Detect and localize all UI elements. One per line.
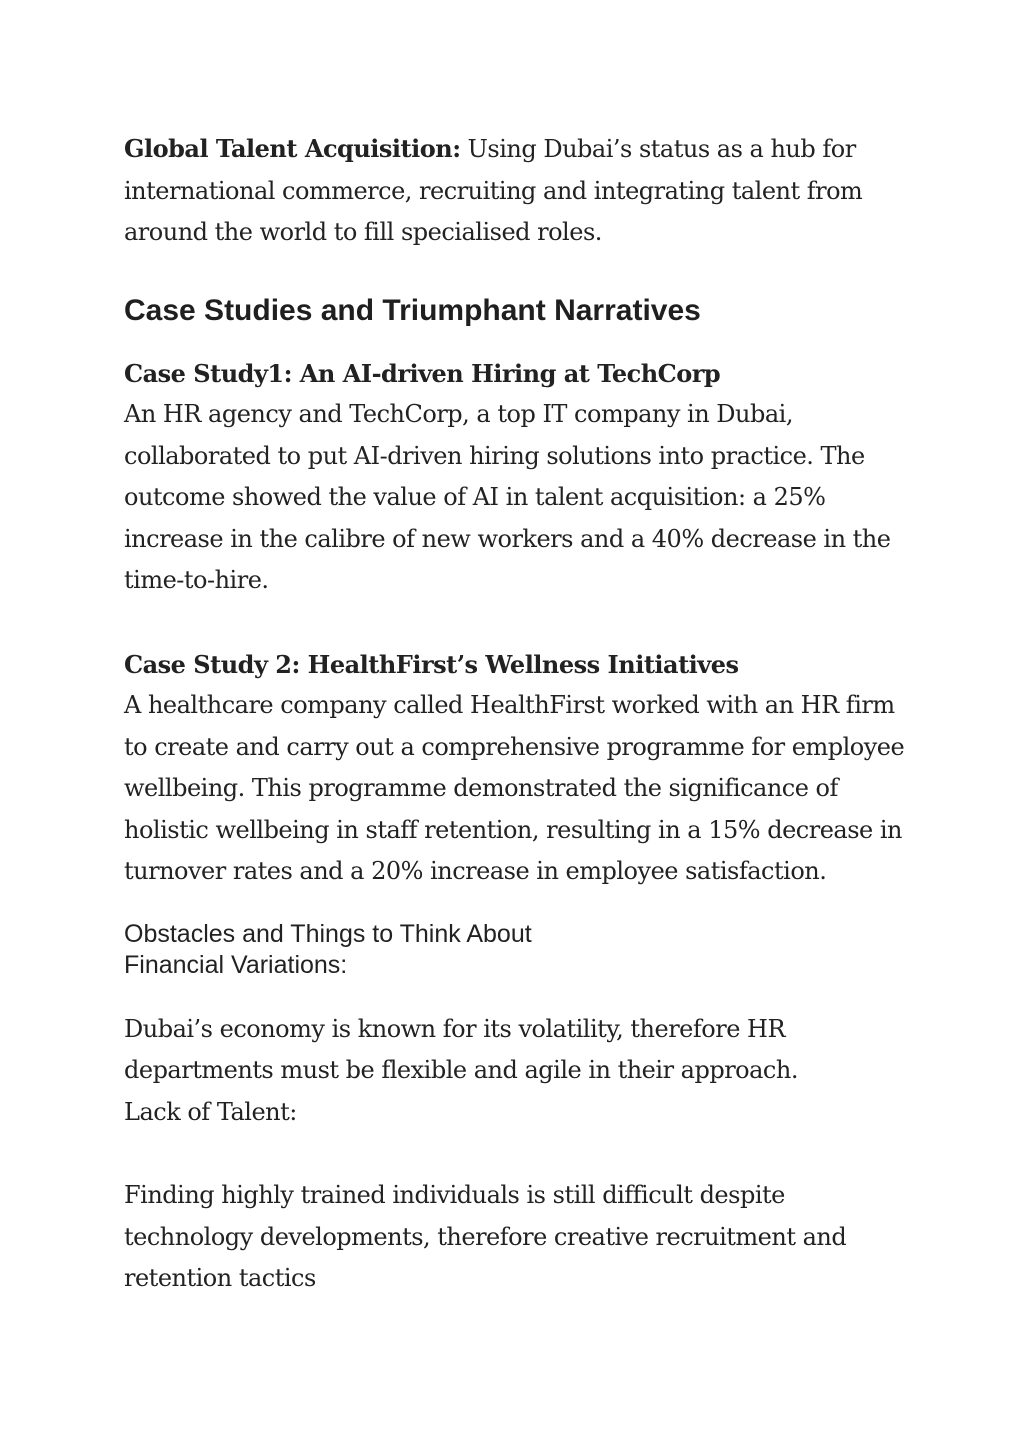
intro-text: Using Dubai’s status as a hub for international commerce, recruiting and integrating talent from around the world to fill specialised roles. (124, 135, 863, 246)
obstacles-heading: Obstacles and Things to Think About (124, 919, 532, 948)
obstacles-block (124, 919, 914, 981)
financial-variations-heading: Financial Variations: (124, 950, 348, 979)
financial-variations-text: Dubai’s economy is known for its volatility, therefore HR departments must be flexible and agile in their approach. (124, 1014, 798, 1084)
case-study-1-title: Case Study1: An AI-driven Hiring at TechCorp (124, 358, 721, 388)
lack-of-talent-paragraph: Finding highly trained individuals is still difficult despite technology developments, therefore creative recruitment and retention tactics (124, 1181, 847, 1292)
financial-variations-paragraph (124, 1009, 914, 1134)
case-study-1-body: An HR agency and TechCorp, a top IT company in Dubai, collaborated to put AI-driven hiring solutions into practice. The outcome showed the value of AI in talent acquisition: a 25% increase in the calibre of new workers and a 40% decrease in the time-to-hire. (124, 400, 891, 594)
lack-of-talent-label: Lack of Talent: (124, 1097, 297, 1126)
section-heading: Case Studies and Triumphant Narratives (124, 293, 701, 327)
intro-label: Global Talent Acquisition: (124, 134, 461, 163)
intro-paragraph (124, 128, 914, 254)
document-page (124, 128, 914, 1300)
case-study-2-title: Case Study 2: HealthFirst’s Wellness Initiatives (124, 649, 739, 679)
case-study-2-body: A healthcare company called HealthFirst worked with an HR firm to create and carry out a comprehensive programme for employee wellbeing. This programme demonstrated the significance of holistic wellbeing in staff retention, resulting in a 15% decrease in turnover rates and a 20% increase in employee satisfaction. (124, 691, 905, 885)
